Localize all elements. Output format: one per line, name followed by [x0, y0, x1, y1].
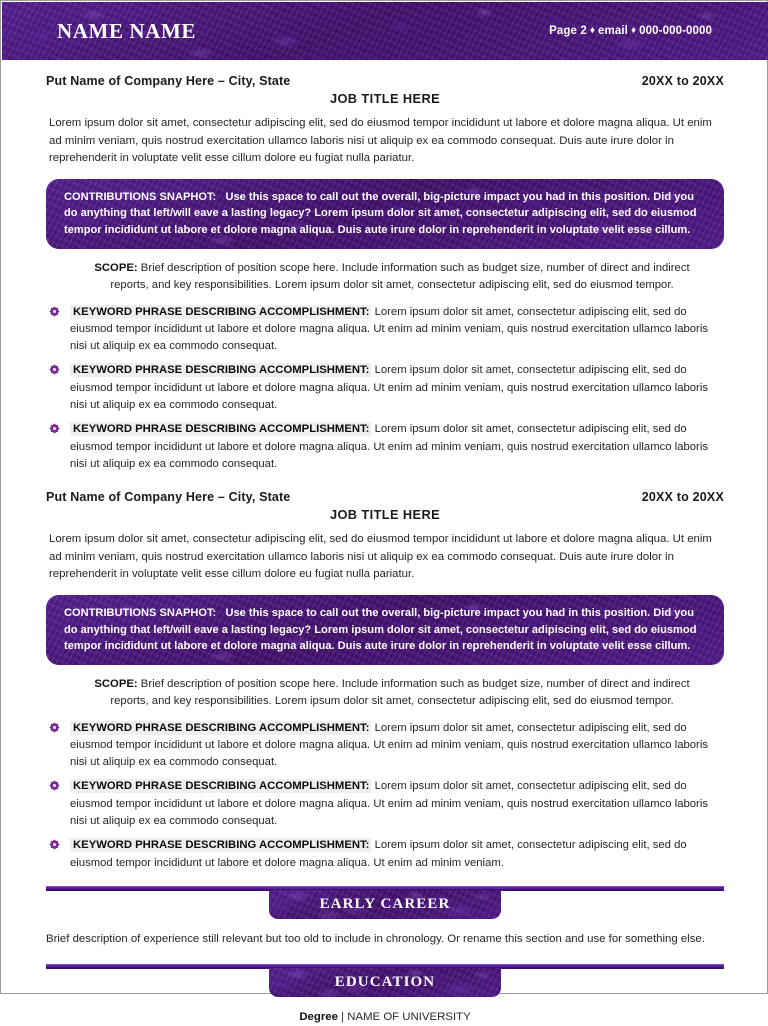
header-page-label: Page 2	[549, 25, 587, 37]
job-dates: 20XX to 20XX	[641, 74, 724, 88]
scope-label: SCOPE:	[94, 262, 138, 275]
snapshot-label: CONTRIBUTIONS SNAPHOT:	[64, 191, 217, 204]
contributions-snapshot-box	[46, 595, 724, 665]
accomplishment-list	[46, 720, 724, 872]
list-item	[46, 778, 724, 830]
accomplishment-keyword: KEYWORD PHRASE DESCRIBING ACCOMPLISHMENT:	[70, 779, 371, 793]
accomplishment-text: Lorem ipsum dolor sit amet, consectetur adipiscing elit, sed do eiusmod tempor incididunt ut labore et dolore magna aliqua. Ut enim ad minim veniam, quis nostrud exercitation ullamco laboris nisi ut aliquip ex ea commodo consequat.	[70, 780, 708, 828]
job-entry	[46, 74, 724, 473]
list-item	[46, 362, 724, 414]
section-banner-row	[46, 890, 724, 919]
list-item	[46, 304, 724, 356]
accomplishment-keyword: KEYWORD PHRASE DESCRIBING ACCOMPLISHMENT:	[70, 305, 371, 319]
accomplishment-text: Lorem ipsum dolor sit amet, consectetur adipiscing elit, sed do eiusmod tempor incididunt ut labore et dolore magna aliqua. Ut enim ad minim veniam, quis nostrud exercitation ullamco laboris nisi ut aliquip ex ea commodo consequat.	[70, 721, 708, 769]
education-banner: EDUCATION	[269, 968, 501, 997]
scope-block	[84, 260, 700, 294]
accomplishment-text: Lorem ipsum dolor sit amet, consectetur adipiscing elit, sed do eiusmod tempor incididunt ut labore et dolore magna aliqua. Ut enim ad minim veniam.	[70, 839, 687, 869]
diamond-separator-icon: ♦	[589, 25, 596, 36]
scope-label: SCOPE:	[94, 678, 138, 691]
header-phone: 000-000-0000	[639, 25, 712, 37]
job-summary-paragraph: Lorem ipsum dolor sit amet, consectetur adipiscing elit, sed do eiusmod tempor incididunt ut labore et dolore magna aliqua. Ut enim ad minim veniam, quis nostrud exercitation ullamco laboris nisi ut aliquip ex ea commodo consequat. Duis aute irure dolor in reprehenderit in voluptate velit esse cillum dolore eu fugiat nulla pariatur.	[49, 533, 712, 581]
accomplishment-keyword: KEYWORD PHRASE DESCRIBING ACCOMPLISHMENT:	[70, 721, 371, 735]
early-career-section	[46, 886, 724, 948]
header-contact-line	[549, 25, 712, 37]
diamond-bullet-icon	[49, 364, 60, 375]
diamond-bullet-icon	[49, 839, 60, 850]
list-item	[46, 837, 724, 872]
snapshot-label: CONTRIBUTIONS SNAPHOT:	[64, 607, 217, 620]
job-company: Put Name of Company Here – City, State	[46, 74, 291, 88]
scope-text: Brief description of position scope here. Include information such as budget size, number of direct and indirect reports, and key responsibilities. Lorem ipsum dolor sit amet, consectetur adipiscing elit, sed do eiusmod tempor.	[110, 678, 690, 708]
degree-label: Degree	[299, 1010, 338, 1023]
early-career-body: Brief description of experience still relevant but too old to include in chronology. Or rename this section and use for something else.	[46, 932, 705, 945]
page-header	[2, 2, 768, 60]
snapshot-text: Use this space to call out the overall, big-picture impact you had in this position. Did you do anything that left/will eave a lasting legacy? Lorem ipsum dolor sit amet, consectetur adipiscing elit, sed do eiusmod tempor incididunt ut labore et dolore magna aliqua. Duis aute irure dolor in reprehenderit in voluptate velit esse cillum.	[64, 607, 697, 652]
job-header-row	[46, 74, 724, 88]
section-banner-row	[46, 968, 724, 997]
university-name: NAME OF UNIVERSITY	[347, 1010, 471, 1023]
diamond-bullet-icon	[49, 780, 60, 791]
diamond-separator-icon: ♦	[630, 25, 637, 36]
scope-text: Brief description of position scope here. Include information such as budget size, number of direct and indirect reports, and key responsibilities. Lorem ipsum dolor sit amet, consectetur adipiscing elit, sed do eiusmod tempor.	[110, 262, 690, 292]
early-career-banner: EARLY CAREER	[269, 890, 501, 919]
job-entry	[46, 490, 724, 872]
header-email-label: email	[598, 25, 628, 37]
contributions-snapshot-box	[46, 179, 724, 249]
education-section	[46, 964, 724, 1026]
snapshot-text: Use this space to call out the overall, big-picture impact you had in this position. Did you do anything that left/will eave a lasting legacy? Lorem ipsum dolor sit amet, consectetur adipiscing elit, sed do eiusmod tempor incididunt ut labore et dolore magna aliqua. Duis aute irure dolor in reprehenderit in voluptate velit esse cillum.	[64, 191, 697, 236]
accomplishment-keyword: KEYWORD PHRASE DESCRIBING ACCOMPLISHMENT:	[70, 422, 371, 436]
list-item	[46, 720, 724, 772]
accomplishment-text: Lorem ipsum dolor sit amet, consectetur adipiscing elit, sed do eiusmod tempor incididunt ut labore et dolore magna aliqua. Ut enim ad minim veniam, quis nostrud exercitation ullamco laboris nisi ut aliquip ex ea commodo consequat.	[70, 305, 708, 353]
diamond-bullet-icon	[49, 722, 60, 733]
degree-divider: |	[341, 1010, 345, 1023]
resume-body	[2, 60, 768, 1026]
job-company: Put Name of Company Here – City, State	[46, 490, 291, 505]
diamond-bullet-icon	[49, 423, 60, 434]
accomplishment-keyword: KEYWORD PHRASE DESCRIBING ACCOMPLISHMENT:	[70, 363, 371, 377]
header-name: NAME NAME	[57, 18, 196, 43]
job-dates: 20XX to 20XX	[641, 490, 724, 505]
accomplishment-keyword: KEYWORD PHRASE DESCRIBING ACCOMPLISHMENT:	[70, 838, 371, 852]
scope-block	[84, 676, 700, 710]
job-title: JOB TITLE HERE	[329, 91, 441, 106]
education-entry	[46, 1009, 724, 1026]
accomplishment-text: Lorem ipsum dolor sit amet, consectetur adipiscing elit, sed do eiusmod tempor incididunt ut labore et dolore magna aliqua. Ut enim ad minim veniam, quis nostrud exercitation ullamco laboris nisi ut aliquip ex ea commodo consequat.	[70, 364, 708, 411]
accomplishment-list	[46, 304, 724, 474]
diamond-bullet-icon	[49, 306, 60, 317]
list-item	[46, 421, 724, 473]
accomplishment-text: Lorem ipsum dolor sit amet, consectetur adipiscing elit, sed do eiusmod tempor incididunt ut labore et dolore magna aliqua. Ut enim ad minim veniam, quis nostrud exercitation ullamco laboris nisi ut aliquip ex ea commodo consequat.	[70, 423, 708, 470]
job-title: JOB TITLE HERE	[329, 507, 441, 523]
job-summary-paragraph: Lorem ipsum dolor sit amet, consectetur adipiscing elit, sed do eiusmod tempor incididunt ut labore et dolore magna aliqua. Ut enim ad minim veniam, quis nostrud exercitation ullamco laboris nisi ut aliquip ex ea commodo consequat. Duis aute irure dolor in reprehenderit in voluptate velit esse cillum dolore eu fugiat nulla pariatur.	[49, 117, 712, 165]
job-header-row	[46, 490, 724, 504]
